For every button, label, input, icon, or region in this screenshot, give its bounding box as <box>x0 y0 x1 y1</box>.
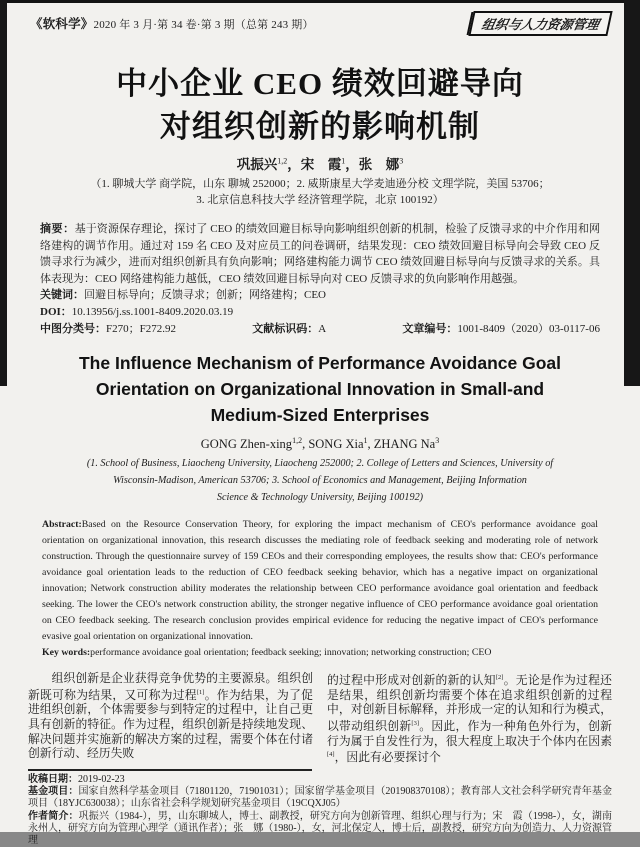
affiliation-cn-line2: 3. 北京信息科技大学 经济管理学院，北京 100192） <box>196 194 444 206</box>
article-title-cn-line2: 对组织创新的影响机制 <box>160 109 480 144</box>
author-cn-2: ，宋 霞 <box>287 157 342 172</box>
body-column-right <box>327 671 612 764</box>
article-title-en-line2: Orientation on Organizational Innovation in Small-and <box>95 379 545 400</box>
issue-text: 2020 年 3 月·第 34 卷·第 3 期（总第 243 期） <box>93 19 314 31</box>
body-right-seg2: 。无论是作为过程还是结果，组织创新均需要个体在追求组织创新的过程中，对创新目标解释，并形成一定的认知和行为模式，以带动组织创新 <box>327 673 612 733</box>
scan-edge-right <box>624 0 640 386</box>
affiliation-en-line2: Wisconsin-Madison, American 53706; 3. School of Economics and Management, Beijing Information <box>113 475 527 487</box>
doc-code-label: 文献标识码： <box>252 322 319 335</box>
doi-line <box>40 304 600 321</box>
affiliation-cn-line1: （1. 聊城大学 商学院，山东 聊城 252000；2. 威斯康星大学麦迪逊分校 文理学院，美国 53706； <box>90 178 550 190</box>
author-cn-3: ，张 娜 <box>345 157 400 172</box>
article-title-cn <box>20 62 620 148</box>
article-title-cn-line1: 中小企业 CEO 绩效回避导向 <box>116 66 524 101</box>
authors-cn <box>0 153 640 173</box>
funding-line <box>28 786 612 811</box>
section-category-label: 组织与人力资源管理 <box>480 17 601 32</box>
funding-text: 国家自然科学基金项目（71801120，71901031）；国家留学基金项目（201908370108）；教育部人文社会科学研究青年基金项目（18YJC630038）；山东省社会科学规划研究基金项目（19CQXJ05） <box>28 785 612 810</box>
abstract-cn <box>40 221 600 287</box>
article-title-en <box>50 350 590 428</box>
body-left-seg2: 。作为结果，为了促进组织创新，个体需要参与到特定的过程中，让自己更具有创新的特征。作为过程，组织创新是持续地发现、解决问题并实施新的解决方案的过程，需要个体在付诸创新行动、经历失败 <box>28 687 313 761</box>
journal-issue-info <box>30 11 314 32</box>
abstract-en-label: Abstract: <box>42 519 82 531</box>
author-en-2: , SONG Xia <box>302 437 364 452</box>
citation-ref-1: [1] <box>196 688 205 696</box>
scan-edge-left <box>0 0 7 386</box>
section-category-box <box>468 11 612 36</box>
body-right-seg3: 。因此，作为一种角色外行为，创新行为属于自发性行为，很大程度上取决于个体内在因素 <box>327 718 612 748</box>
doi-value: 10.13956/j.ss.1001-8409.2020.03.19 <box>71 305 234 318</box>
author-cn-1: 巩振兴 <box>236 157 278 172</box>
citation-ref-2: [2] <box>495 674 504 682</box>
abstract-en <box>42 517 598 661</box>
abstract-cn-label: 摘要： <box>40 223 75 235</box>
clc-label: 中图分类号： <box>40 322 106 335</box>
clc-value: F270；F272.92 <box>106 322 176 335</box>
keywords-cn-text: 回避目标导向；反馈寻求；创新；网络建构；CEO <box>84 289 326 302</box>
author-en-2-sup: 1 <box>363 436 368 446</box>
affiliation-cn <box>0 176 640 208</box>
author-cn-3-sup: 3 <box>399 156 404 166</box>
keywords-cn <box>40 287 600 304</box>
journal-name: 《软科学》 <box>30 17 94 31</box>
article-number-label: 文章编号： <box>402 322 458 335</box>
footnote-divider <box>28 769 312 771</box>
received-date-line <box>28 774 612 786</box>
received-date-label: 收稿日期： <box>28 773 78 785</box>
citation-ref-3: [3] <box>411 720 420 728</box>
received-date-value: 2019-02-23 <box>78 773 125 785</box>
affiliation-en-line3: Science & Technology University, Beijing 100192) <box>216 492 424 504</box>
body-columns <box>28 671 612 764</box>
classification-line <box>40 321 600 338</box>
page-footnotes <box>28 774 612 847</box>
article-title-en-line1: The Influence Mechanism of Performance Avoidance Goal <box>78 353 562 374</box>
author-en-3: , ZHANG Na <box>367 437 436 452</box>
abstract-cn-text: 基于资源保存理论，探讨了 CEO 的绩效回避目标导向影响组织创新的机制，检验了反馈寻求的中介作用和网络建构的调节作用。通过对 159 名 CEO 及对应员工的问卷调研，结果发现：CEO 绩效回避目标导向会导致 CEO 反馈寻求行为减少，进而对组织创新具有负向影响；网络建构能力调节 CEO 绩效回避目标导向与反馈寻求的关系。具体表现为：CEO 网络建构能力越低，CEO 绩效回避目标导向对 CEO 反馈寻求的负向影响作用越强。 <box>40 223 601 285</box>
body-right-seg4: ，因此有必要探讨个 <box>334 750 441 765</box>
doi-label: DOI： <box>40 305 72 318</box>
keywords-cn-label: 关键词： <box>40 289 84 302</box>
author-en-3-sup: 3 <box>435 436 440 446</box>
scan-edge-top <box>0 0 640 3</box>
abstract-en-text: Based on the Resource Conservation Theory, for exploring the impact mechanism of CEO's performance avoidance goal orientation on organizational innovation, this research discusses the mediating role of feedback seeking and moderating role of network construction. Through the questionnaire survey of 159 CEOs and their corresponding employees, the results show that: CEO's performance avoidance goal orientation leads to the reduction of CEO feedback seeking behavior, which has a negative impact on organizational innovation; Network construction ability moderates the relationship between CEO performance avoidance goal orientation and feedback seeking. The lower the CEO's network construction ability, the stronger negative influence of CEO performance avoidance goal orientation on CEO feedback seeking. The research conclusion provides empirical evidence for reducing the negative impact of CEO's performance evasive goal orientation on organizational innovation. <box>42 519 598 643</box>
page-header <box>0 0 640 36</box>
author-bio-label: 作者简介： <box>28 810 79 822</box>
author-en-1: GONG Zhen-xing <box>200 437 293 452</box>
clc-item <box>40 321 176 338</box>
keywords-en-label: Key words: <box>42 647 91 659</box>
body-right-seg1: 的过程中形成对创新的新的认知 <box>327 673 496 688</box>
author-bio-text: 巩振兴（1984-），男，山东聊城人，博士、副教授，研究方向为创新管理、组织心理与行为；宋 霞（1998-），女，湖南永州人，研究方向为管理心理学（通讯作者）；张 娜（1980-），女，河北保定人，博士后，副教授，研究方向为创造力、人力资源管理 <box>28 810 612 847</box>
article-title-en-line3: Medium-Sized Enterprises <box>210 405 430 426</box>
doc-code-item <box>252 321 326 338</box>
citation-ref-4: [4] <box>327 751 335 759</box>
article-number-item <box>402 321 600 338</box>
authors-en <box>0 436 640 452</box>
funding-label: 基金项目： <box>28 785 79 797</box>
affiliation-en-line1: (1. School of Business, Liaocheng University, Liaocheng 252000; 2. College of Letters and Sciences, University of <box>86 458 554 470</box>
author-bio-line <box>28 811 612 847</box>
abstract-en-paragraph <box>42 519 598 642</box>
doc-code-value: A <box>318 322 327 335</box>
keywords-en-text: performance avoidance goal orientation; feedback seeking; innovation; networking construction; CEO <box>90 647 492 659</box>
body-paragraph-left <box>28 671 313 760</box>
author-cn-1-sup: 1,2 <box>277 156 288 166</box>
body-left-seg1: 组织创新是企业获得竞争优势的主要源泉。组织创新既可称为结果，又可称为过程 <box>28 671 313 702</box>
body-column-left <box>28 671 313 764</box>
article-number-value: 1001-8409（2020）03-0117-06 <box>457 322 600 335</box>
author-en-1-sup: 1,2 <box>292 436 303 446</box>
keywords-en <box>42 645 598 661</box>
affiliation-en <box>0 455 640 506</box>
author-cn-2-sup: 1 <box>341 156 346 166</box>
body-paragraph-right <box>327 671 612 764</box>
